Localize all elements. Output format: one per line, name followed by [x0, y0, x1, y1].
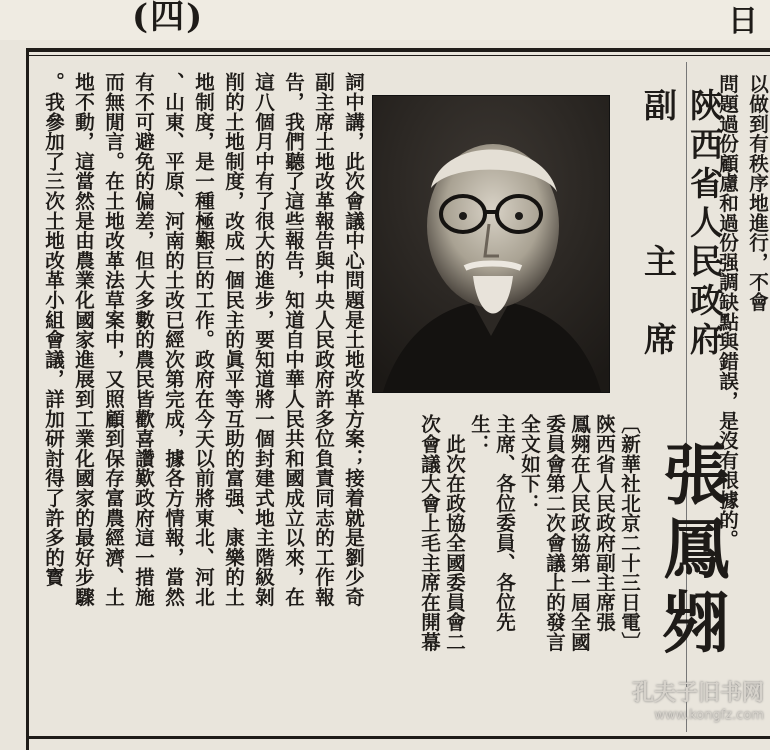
- body-column: 告，我們聽了這些報告，知道自中華人民共和國成立以來，在: [282, 72, 305, 607]
- article-body: [30, 72, 366, 722]
- left-border: [26, 48, 29, 750]
- body-column: 、山東、平原、河南的土改已經次第完成，據各方情報，當然: [162, 72, 185, 607]
- lede-column: 次會議大會上毛主席在開幕: [418, 414, 441, 652]
- title-line: 陝西省人民政府: [685, 88, 724, 361]
- top-rule: [26, 48, 770, 52]
- lede-column: 委員會第二次會議上的發言: [543, 414, 566, 652]
- author-portrait: [372, 95, 610, 393]
- body-column: 副主席土地改革報告與中央人民政府許多位負責同志的工作報: [312, 72, 335, 607]
- article-title: [632, 88, 728, 388]
- lede-column: 此次在政協全國委員會二: [443, 414, 466, 652]
- body-column: 這八個月中有了很大的進步，要知道將一個封建式地主階級剝: [252, 72, 275, 607]
- portrait-image: [373, 96, 609, 392]
- lede-column: 生：: [468, 414, 491, 454]
- body-column: 地制度，是一種極艱巨的工作。政府在今天以前將東北、河北: [192, 72, 215, 607]
- bottom-rule: [26, 736, 770, 739]
- header-date-fragment: 日: [728, 4, 758, 39]
- watermark-url: www.kongfz.com: [654, 708, 764, 723]
- page-header-strip: [0, 0, 770, 40]
- body-column: 而無閒言。在土地改革法草案中，又照顧到保存富農經濟、土: [102, 72, 125, 607]
- lede-column: 陝西省人民政府副主席張: [593, 414, 616, 632]
- sidebar-column: 以做到有秩序地進行，不會: [746, 74, 769, 312]
- body-column: 有不可避免的偏差，但大多數的農民皆歡喜讚歎政府這一措施: [132, 72, 155, 607]
- body-column: 削的土地制度，改成一個民主的眞平等互助的富强、康樂的土: [222, 72, 245, 607]
- watermark: [588, 676, 764, 723]
- author-name: 張鳳翙: [652, 440, 730, 662]
- body-column: 詞中講，此次會議中心問題是土地改革方案；接着就是劉少奇: [342, 72, 365, 607]
- lede-column: 全文如下：: [518, 414, 541, 513]
- lede-column: 鳳翙在人民政協第一屆全國: [568, 414, 591, 652]
- title-line: 副 主 席: [639, 88, 678, 361]
- lede-column: 〔新華社北京二十三日電〕: [618, 414, 641, 652]
- watermark-logo: 孔夫子旧书网: [631, 681, 764, 706]
- body-column: 。我參加了三次土地改革小組會議，詳加研討得了許多的寳: [42, 72, 65, 587]
- sidebar-column: 問題過份顧慮和過份强調缺點與錯誤，是沒有根據的。: [716, 74, 739, 550]
- body-column: 地不動，這當然是由農業化國家進展到工業化國家的最好步驟: [72, 72, 95, 607]
- lede-column: 主席、各位委員、各位先: [493, 414, 516, 632]
- page-number: (四): [132, 0, 205, 37]
- top-rule-thin: [26, 55, 770, 56]
